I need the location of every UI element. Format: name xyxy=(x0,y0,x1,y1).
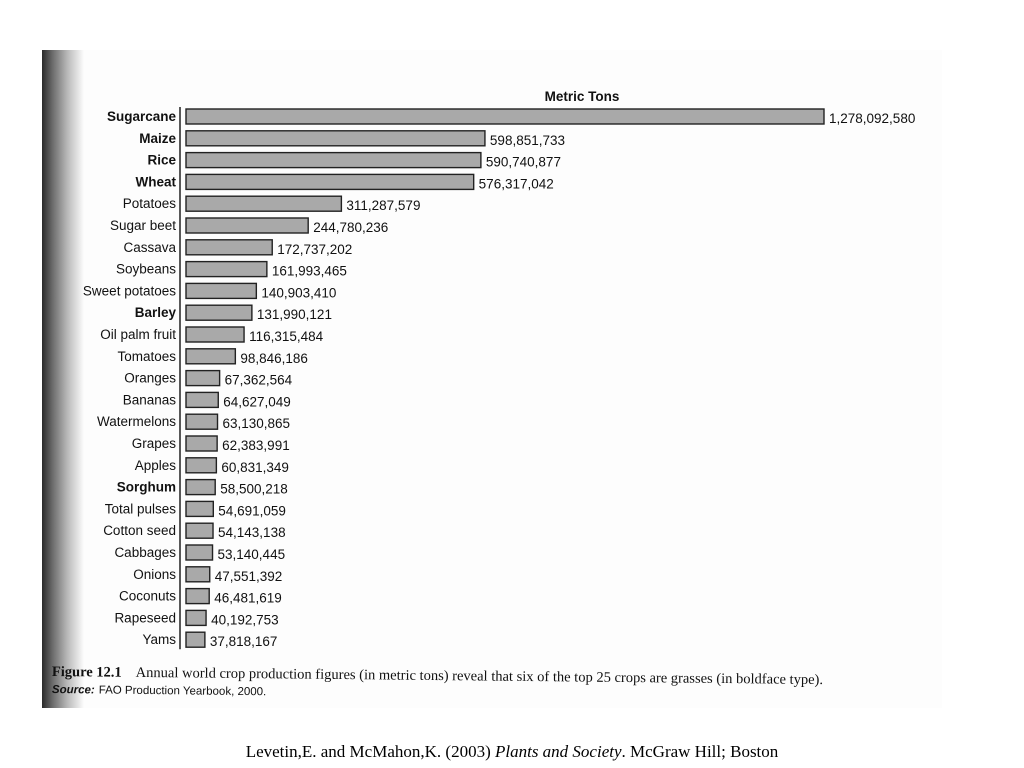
bar-sugarcane xyxy=(186,109,824,124)
bar-rapeseed xyxy=(186,610,206,625)
bar-onions xyxy=(186,567,210,582)
bar-cotton-seed xyxy=(186,523,213,538)
bar-watermelons xyxy=(186,414,218,429)
bar-apples xyxy=(186,458,216,473)
figure-label: Figure 12.1 xyxy=(51,664,122,681)
bar-maize xyxy=(186,131,485,146)
bar-potatoes xyxy=(186,196,341,211)
category-label-apples: Apples xyxy=(134,457,176,473)
citation-title: Plants and Society xyxy=(494,742,622,761)
value-label-bananas: 64,627,049 xyxy=(223,394,291,410)
value-label-sorghum: 58,500,218 xyxy=(220,481,288,497)
category-label-oranges: Oranges xyxy=(124,370,176,386)
bar-soybeans xyxy=(186,262,267,277)
category-label-sugarcane: Sugarcane xyxy=(106,109,176,124)
value-label-wheat: 576,317,042 xyxy=(478,176,554,192)
value-label-apples: 60,831,349 xyxy=(221,459,289,475)
value-label-coconuts: 46,481,619 xyxy=(214,590,282,606)
source-key: Source: xyxy=(51,684,95,697)
category-label-sweet-potatoes: Sweet potatoes xyxy=(82,283,176,299)
citation xyxy=(0,742,1024,762)
value-label-grapes: 62,383,991 xyxy=(222,438,290,453)
category-label-tomatoes: Tomatoes xyxy=(117,348,176,364)
bar-cabbages xyxy=(186,545,213,560)
caption-text: Annual world crop production figures (in metric tons) reveal that six of the top 25 crops are grasses (in boldface type). xyxy=(135,664,824,689)
value-label-soybeans: 161,993,465 xyxy=(271,263,347,279)
bar-cassava xyxy=(186,240,272,255)
bar-total-pulses xyxy=(186,501,213,516)
bar-sugar-beet xyxy=(186,218,308,233)
value-label-rice: 590,740,877 xyxy=(485,154,561,170)
category-label-rapeseed: Rapeseed xyxy=(114,610,176,626)
value-label-total-pulses: 54,691,059 xyxy=(218,503,286,519)
value-label-maize: 598,851,733 xyxy=(489,132,566,148)
category-label-potatoes: Potatoes xyxy=(122,196,176,212)
bar-rice xyxy=(186,153,481,168)
value-label-oil-palm-fruit: 116,315,484 xyxy=(249,329,324,344)
bar-grapes xyxy=(186,436,217,451)
bar-oranges xyxy=(186,371,220,386)
value-label-cassava: 172,737,202 xyxy=(277,241,353,257)
value-label-potatoes: 311,287,579 xyxy=(346,198,421,214)
value-label-cabbages: 53,140,445 xyxy=(217,547,286,562)
category-label-soybeans: Soybeans xyxy=(115,261,176,277)
category-label-total-pulses: Total pulses xyxy=(104,501,176,517)
value-label-oranges: 67,362,564 xyxy=(224,372,293,388)
category-label-rice: Rice xyxy=(147,152,176,168)
category-label-cotton-seed: Cotton seed xyxy=(103,523,176,539)
category-label-wheat: Wheat xyxy=(135,174,176,190)
value-label-rapeseed: 40,192,753 xyxy=(211,612,279,628)
figure-source xyxy=(52,684,266,698)
value-label-tomatoes: 98,846,186 xyxy=(240,350,308,366)
value-label-yams: 37,818,167 xyxy=(209,634,278,650)
category-label-watermelons: Watermelons xyxy=(96,414,176,430)
value-label-sweet-potatoes: 140,903,410 xyxy=(261,285,337,301)
citation-suffix: . McGraw Hill; Boston xyxy=(621,742,779,761)
source-text: FAO Production Yearbook, 2000. xyxy=(98,684,267,699)
value-label-sugarcane: 1,278,092,580 xyxy=(829,111,916,126)
bar-oil-palm-fruit xyxy=(186,327,244,342)
bar-sorghum xyxy=(186,480,215,495)
category-label-coconuts: Coconuts xyxy=(118,588,176,604)
bar-coconuts xyxy=(186,589,209,604)
citation-prefix: Levetin,E. and McMahon,K. (2003) xyxy=(245,742,495,761)
bar-tomatoes xyxy=(186,349,235,364)
category-label-sorghum: Sorghum xyxy=(116,479,176,495)
chart-title: Metric Tons xyxy=(544,89,620,104)
bar-barley xyxy=(186,305,252,320)
category-label-barley: Barley xyxy=(134,305,176,321)
category-label-sugar-beet: Sugar beet xyxy=(109,218,176,233)
bar-bananas xyxy=(186,392,218,407)
value-label-onions: 47,551,392 xyxy=(214,568,283,584)
bar-sweet-potatoes xyxy=(186,283,256,298)
bar-yams xyxy=(186,632,205,647)
category-label-oil-palm-fruit: Oil palm fruit xyxy=(100,327,176,342)
value-label-cotton-seed: 54,143,138 xyxy=(218,525,286,541)
category-label-cassava: Cassava xyxy=(123,239,176,255)
category-label-grapes: Grapes xyxy=(131,436,176,451)
category-label-maize: Maize xyxy=(139,130,176,146)
category-label-bananas: Bananas xyxy=(122,392,176,408)
category-label-yams: Yams xyxy=(142,632,176,648)
value-label-watermelons: 63,130,865 xyxy=(222,416,291,432)
bar-wheat xyxy=(186,174,474,189)
category-label-onions: Onions xyxy=(133,566,176,582)
value-label-barley: 131,990,121 xyxy=(256,307,332,323)
category-label-cabbages: Cabbages xyxy=(114,545,176,560)
value-label-sugar-beet: 244,780,236 xyxy=(313,220,389,235)
